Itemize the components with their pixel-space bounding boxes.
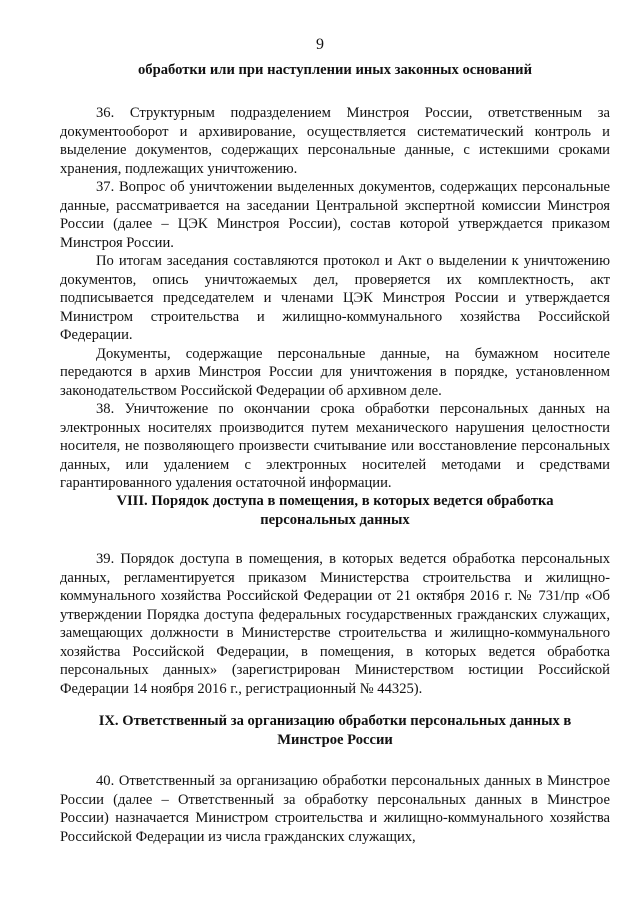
page-number: 9 — [316, 36, 324, 53]
paragraph-36: 36. Структурным подразделением Минстроя России, ответственным за документооборот и архивирование, осуществляется систематический контроль и выделение документов, содержащих персональные данные, с истекшими сроками хранения, подлежащих уничтожению. — [60, 105, 610, 177]
body-text-block-b — [60, 550, 610, 698]
paragraph-38: 38. Уничтожение по окончании срока обработки персональных данных на электронных носителях производится путем механического нарушения целостности носителя, не позволяющего произвести считывание или восстановление персональных данных, или удалением с электронных носителей методами и средствами гарантированного удаления остаточной информации. — [60, 401, 610, 491]
paragraph-40: 40. Ответственный за организацию обработки персональных данных в Минстрое России (далее – Ответственный за обработку персональных данных в Минстрое России) назначается Министром строительства и жилищно-коммунального хозяйства Российской Федерации из числа гражданских служащих, — [60, 773, 610, 845]
paragraph-39: 39. Порядок доступа в помещения, в которых ведется обработка персональных данных, регламентируется приказом Министерства строительства и жилищно-коммунального хозяйства Российской Федерации от 21 октября 2016 г. № 731/пр «Об утверждении Порядка доступа федеральных государственных гражданских служащих, замещающих должности в Министерстве строительства и жилищно-коммунального хозяйства Российской Федерации, в помещения, в которых ведется обработка персональных данных» (зарегистрирован Министерством юстиции Российской Федерации 14 ноября 2016 г., регистрационный № 44325). — [60, 551, 610, 697]
continued-section-heading: обработки или при наступлении иных законных оснований — [138, 62, 532, 78]
body-text-block-c — [60, 772, 610, 846]
section-9-title-line2: Минстрое России — [277, 731, 393, 748]
paragraph-37-protocol: По итогам заседания составляются протокол и Акт о выделении к уничтожению документов, опись уничтожаемых дел, проверяется их комплектность, акт подписывается председателем и членами ЦЭК Минстроя России и утверждается Министром строительства и жилищно-коммунального хозяйства Российской Федерации. — [60, 253, 610, 343]
section-9-title-line1: IX. Ответственный за организацию обработки персональных данных в — [98, 713, 572, 729]
paragraph-37: 37. Вопрос об уничтожении выделенных документов, содержащих персональные данные, рассматривается на заседании Центральной экспертной комиссии Минстроя России (далее – ЦЭК Минстроя России), состав которой утверждается приказом Минстроя России. — [60, 179, 610, 251]
section-8-title-line1: VIII. Порядок доступа в помещения, в которых ведется обработка — [116, 493, 554, 509]
paragraph-37-archive: Документы, содержащие персональные данные, на бумажном носителе передаются в архив Минстроя России для уничтожения в порядке, установленном законодательством Российской Федерации об архивном деле. — [60, 345, 610, 399]
section-8-title — [60, 492, 610, 529]
section-9-title — [60, 712, 610, 749]
body-text-block-a — [60, 104, 610, 493]
section-8-title-line2: персональных данных — [260, 511, 410, 528]
